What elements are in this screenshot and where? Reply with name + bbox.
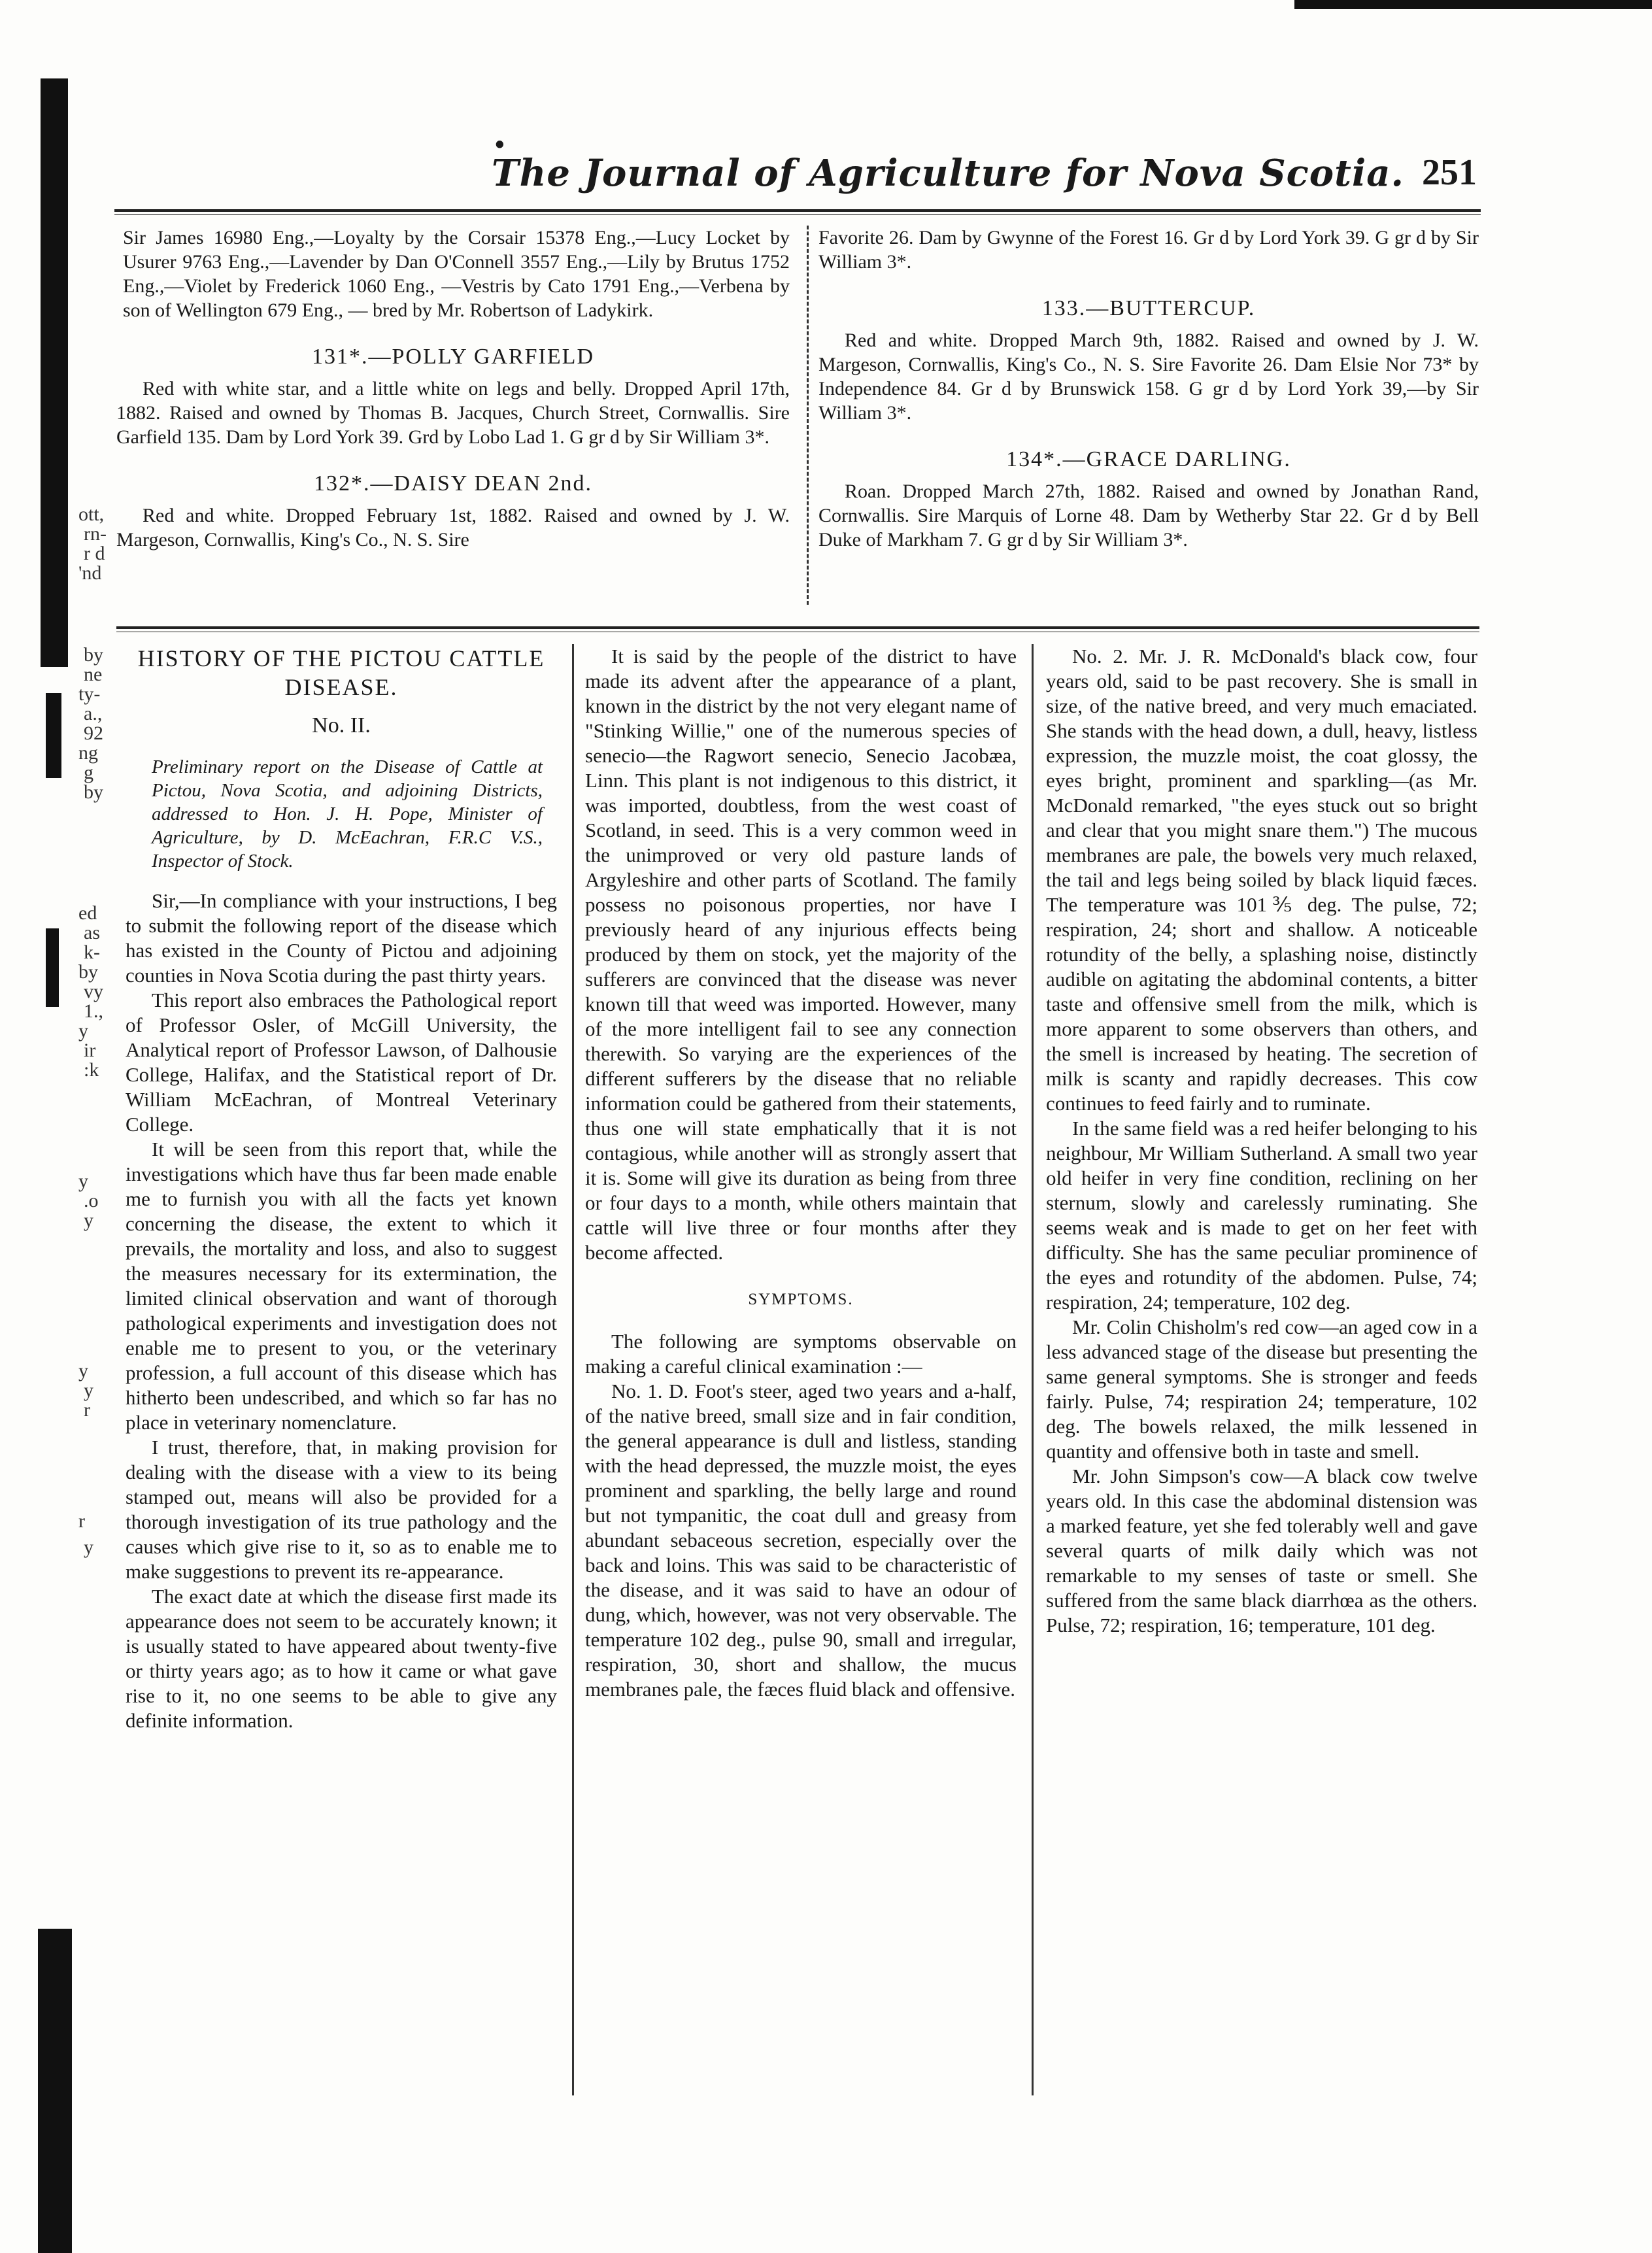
- edge-fragment: :k: [84, 1059, 99, 1081]
- edge-fragment: by: [84, 644, 103, 666]
- article-column-2: [585, 644, 1017, 1702]
- edge-fragment: by: [84, 781, 103, 803]
- edge-fragment: r d: [84, 543, 105, 564]
- column-divider: [807, 226, 809, 605]
- herd-register-right: [818, 226, 1479, 552]
- column-divider: [1032, 644, 1034, 2095]
- col1-paragraph: The exact date at which the disease first made its appearance does not seem to be accurately known; it is usually stated to have appeared about twenty-five or thirty years ago; as to how it came or what gave rise to it, no one seems to be able to give any definite information.: [126, 1585, 557, 1732]
- top-edge-rule: [1294, 0, 1652, 9]
- header-rule-thin: [114, 214, 1481, 215]
- entry-131-title: 131*.—POLLY GARFIELD: [312, 345, 594, 369]
- column-divider: [572, 644, 574, 2095]
- edge-fragment: as: [84, 922, 100, 943]
- col2-paragraph: The following are symptoms observable on making a careful clinical examination :—: [585, 1330, 1017, 1378]
- edge-fragment: y: [84, 1380, 93, 1401]
- header-rule: [114, 209, 1481, 212]
- article-column-1: [126, 644, 557, 1733]
- entry-133-title: 133.—BUTTERCUP.: [1041, 296, 1256, 320]
- edge-fragment: by: [78, 961, 98, 983]
- edge-fragment: ott,: [78, 503, 105, 525]
- edge-fragment: y: [84, 1210, 93, 1231]
- binding-shadow: [46, 693, 61, 778]
- binding-shadow: [41, 78, 68, 667]
- edge-fragment: y: [84, 1536, 93, 1558]
- edge-fragment: ne: [84, 664, 103, 685]
- edge-fragment: g: [84, 762, 93, 783]
- article-title: HISTORY OF THE PICTOU CATTLE DISEASE.: [137, 645, 545, 700]
- edge-fragment: ir: [84, 1040, 96, 1061]
- binding-shadow: [46, 928, 59, 1007]
- edge-fragment: r: [84, 1399, 90, 1421]
- edge-fragment: 1.,: [84, 1000, 103, 1022]
- col2-paragraph: It is said by the people of the district to have made its advent after the appearance of a plant, known in the district by the not very elegant name of "Stinking Willie," one of the numerous species of senecio—the Ragwort senecio, Senecio Jacobæa, Linn. This plant is not indigenous to this district, it was imported, doubtless, from the west coast of Scotland, in seed. This is a very common weed in the unimproved or very old pasture lands of Argyleshire and other parts of Scotland. The family possess no poisonous properties, nor have I previously heard of any injurious effects being produced by them on stock, yet the majority of the sufferers are convinced that the disease was never known till that weed was imported. However, many of the more intelligent fail to see any connection therewith. So varying are the experiences of the different sufferers by the disease that no reliable information could be gathered from their statements, thus one will state emphatically that it is not contagious, while another will as strongly assert that it is. Some will give its duration as being from three or four days to a month, while others maintain that cattle will live three or four months after they become affected.: [585, 645, 1017, 1264]
- entry-131-text: Red with white star, and a little white on legs and belly. Dropped April 17th, 1882. Raised and owned by Thomas B. Jacques, Church Street, Cornwallis. Sire Garfield 135. Dam by Lord York 39. Grd by Lobo Lad 1. G gr d by Sir William 3*.: [116, 378, 790, 448]
- entry-132-continued: Favorite 26. Dam by Gwynne of the Forest 16. Gr d by Lord York 39. G gr d by Sir William 3*.: [818, 227, 1479, 273]
- header-dot: •: [495, 130, 505, 160]
- edge-fragment: .o: [84, 1190, 99, 1211]
- edge-fragment: vy: [84, 981, 103, 1002]
- edge-fragment: 'nd: [78, 562, 102, 584]
- edge-fragment: a.,: [84, 703, 103, 724]
- edge-fragment: ng: [78, 742, 98, 764]
- edge-fragment: ty-: [78, 683, 101, 705]
- binding-shadow: [38, 1929, 72, 2253]
- edge-fragment: y: [78, 1020, 88, 1042]
- col3-paragraph: Mr. Colin Chisholm's red cow—an aged cow in a less advanced stage of the disease but presenting the same general symptoms. She is stronger and feeds fairly. Pulse, 74; respiration 24; temperature, 102 deg. The bowels relaxed, the milk lessened in quantity and offensive both in taste and smell.: [1046, 1315, 1477, 1463]
- col1-paragraph: This report also embraces the Pathological report of Professor Osler, of McGill University, the Analytical report of Professor Lawson, of Dalhousie College, Halifax, and the Statistical report of Dr. William McEachran, of Montreal Veterinary College.: [126, 989, 557, 1136]
- herd-register-left: [116, 226, 790, 552]
- edge-fragment: ed: [78, 902, 97, 924]
- col3-paragraph: No. 2. Mr. J. R. McDonald's black cow, four years old, said to be past recovery. She is small in size, of the native breed, and very much emaciated. She stands with the head down, a dull, heavy, listless expression, the muzzle moist, the coat glossy, the eyes bright, prominent and sparkling—(as Mr. McDonald remarked, "the eyes stuck out so bright and clear that you might snare them.") The mucous membranes are pale, the bowels very much relaxed, the tail and legs being soiled by black liquid fæces. The temperature was 101⅗ deg. The pulse, 72; respiration, 24; short and shallow. A noticeable rotundity of the belly, a splashing noise, distinctly audible on agitating the abdominal contents, a bitter taste and offensive smell from the milk, which is more apparent to some observers than others, and the smell is increased by heating. The secretion of milk is scanty and rapidly decreases. This cow continues to feed fairly and to ruminate.: [1046, 645, 1477, 1115]
- symptoms-heading: SYMPTOMS.: [748, 1291, 854, 1308]
- article-column-3: [1046, 644, 1477, 1638]
- edge-fragment: rn-: [84, 523, 107, 545]
- preliminary-note: Preliminary report on the Disease of Cattle at Pictou, Nova Scotia, and adjoining Districts, addressed to Hon. J. H. Pope, Minister of Agriculture, by D. McEachran, F.R.C V.S., Inspector of Stock.: [152, 756, 543, 872]
- scan-left-edge: [0, 0, 114, 2253]
- edge-fragment: y: [78, 1170, 88, 1192]
- section-rule: [116, 626, 1479, 629]
- edge-fragment: y: [78, 1360, 88, 1381]
- edge-fragment: k-: [84, 941, 100, 963]
- col2-paragraph: No. 1. D. Foot's steer, aged two years and a-half, of the native breed, small size and in fair condition, the general appearance is dull and listless, standing with the head depressed, the muzzle moist, the eyes prominent and sparkling, the belly large and round but not tympanitic, the coat dull and greasy from abundant sebaceous secretion, especially over the back and loins. This was said to be characteristic of the disease, and it was said to have an odour of dung, which, however, was not very observable. The temperature 102 deg., pulse 90, small and irregular, respiration, 30, short and shallow, the mucus membranes pale, the fæces fluid black and offensive.: [585, 1380, 1017, 1701]
- col3-paragraph: Mr. John Simpson's cow—A black cow twelve years old. In this case the abdominal distension was a marked feature, yet she fed tolerably well and gave several quarts of milk daily which was not remarkable to my senses of taste or smell. She suffered from the same black diarrhœa as the others. Pulse, 72; respiration, 16; temperature, 101 deg.: [1046, 1465, 1477, 1636]
- edge-fragment: 92: [84, 722, 103, 744]
- entry-132-text: Red and white. Dropped February 1st, 1882. Raised and owned by J. W. Margeson, Cornwallis, King's Co., N. S. Sire: [116, 505, 790, 551]
- entry-134-title: 134*.—GRACE DARLING.: [1006, 447, 1291, 471]
- article-number: No. II.: [312, 713, 371, 737]
- col1-paragraph: Sir,—In compliance with your instructions, I beg to submit the following report of the disease which has existed in the County of Pictou and adjoining counties in Nova Scotia during the past thirty years.: [126, 889, 557, 987]
- journal-title: The Journal of Agriculture for Nova Scotia.: [491, 152, 1405, 195]
- entry-133-text: Red and white. Dropped March 9th, 1882. Raised and owned by J. W. Margeson, Cornwallis, King's Co., N. S. Sire Favorite 26. Dam Elsie Nor 73* by Independence 84. Gr d by Brunswick 158. G gr d by Lord York 39,—by Sir William 3*.: [818, 330, 1479, 424]
- entry-134-text: Roan. Dropped March 27th, 1882. Raised and owned by Jonathan Rand, Cornwallis. Sire Marquis of Lorne 48. Dam by Wetherby Star 22. Gr d by Bell Duke of Markham 7. G gr d by Sir William 3*.: [818, 481, 1479, 551]
- col1-paragraph: It will be seen from this report that, while the investigations which have thus far been made enable me to furnish you with all the facts yet known concerning the disease, the extent to which it prevails, the mortality and loss, and also to suggest the measures necessary for its extermination, the limited clinical observation and want of thorough pathological experiments and investigation does not enable me to present to you, or the veterinary profession, a full account of this disease which has hitherto been undescribed, and which so far has no place in veterinary nomenclature.: [126, 1138, 557, 1434]
- page-number: 251: [1422, 152, 1477, 193]
- col3-paragraph: In the same field was a red heifer belonging to his neighbour, Mr William Sutherland. A small two year old heifer in very fine condition, reclining on her sternum, slowly and carelessly ruminating. She seems weak and is made to get on her feet with difficulty. She has the same peculiar prominence of the eyes and rotundity of the abdomen. Pulse, 74; respiration, 24; temperature, 102 deg.: [1046, 1117, 1477, 1313]
- col1-paragraph: I trust, therefore, that, in making provision for dealing with the disease with a view to its being stamped out, means will also be provided for a thorough investigation of its true pathology and the causes which give rise to it, so as to enable me to make suggestions to prevent its re-appearance.: [126, 1436, 557, 1583]
- edge-fragment: r: [78, 1510, 85, 1532]
- pedigree-text: Sir James 16980 Eng.,—Loyalty by the Corsair 15378 Eng.,—Lucy Locket by Usurer 9763 Eng.,—Lavender by Dan O'Connell 3557 Eng.,—Lily by Brutus 1752 Eng.,—Violet by Frederick 1060 Eng., —Vestris by Cato 1791 Eng.,—Verbena by son of Wellington 679 Eng., — bred by Mr. Robertson of Ladykirk.: [123, 227, 790, 321]
- entry-132-title: 132*.—DAISY DEAN 2nd.: [313, 471, 593, 496]
